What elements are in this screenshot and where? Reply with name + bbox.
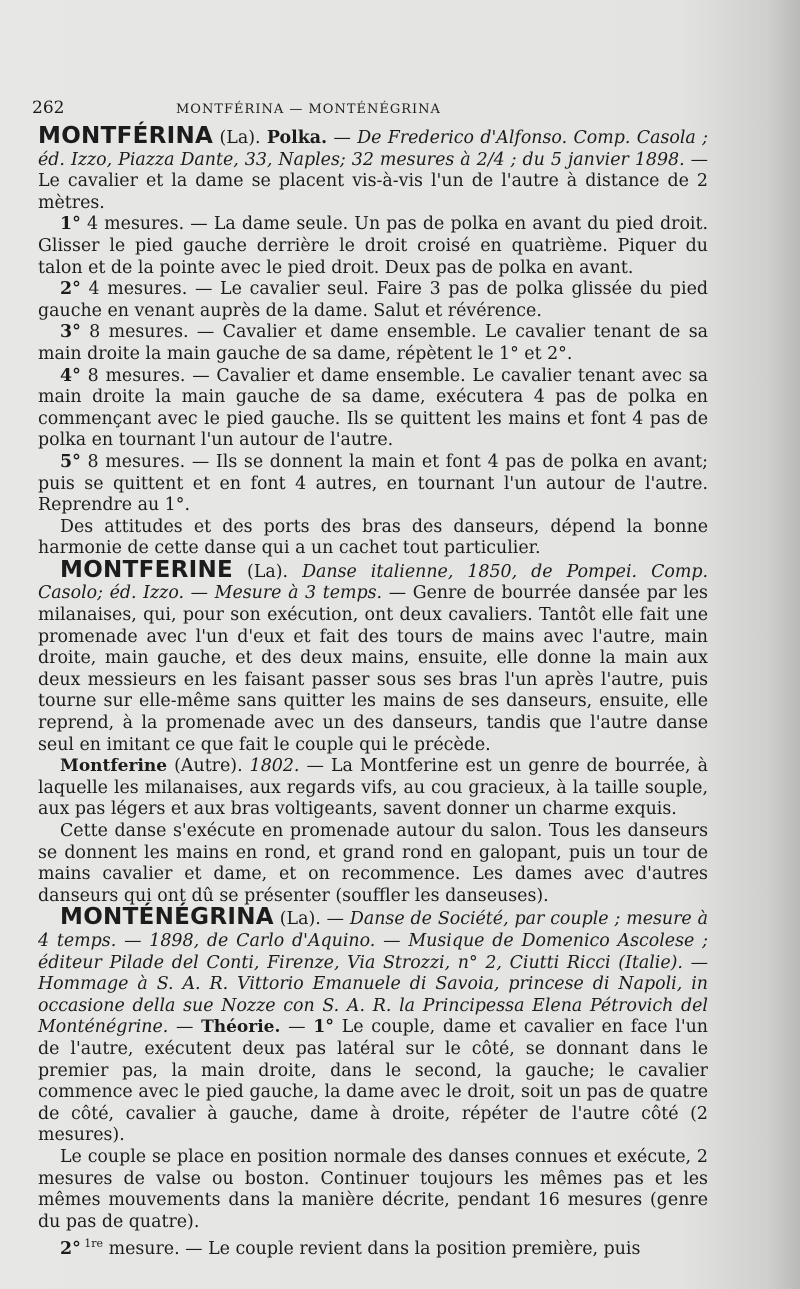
sub-entry-date: 1802. <box>249 756 300 777</box>
step-text: Le couple, dame et cavalier en face l'un de l'autre, exécutent deux pas latéral sur le côté, se donnant dans le premier pas, la main droite, dans le second, la gauche; le cavalier commence avec le pied gauche, la dame avec le droit, soit un pas de quatre de côté, cavalier à gauche, dame à droite, répéter de l'autre côté (2 mesures). <box>38 1017 709 1146</box>
step-number: 1° <box>60 214 81 235</box>
page-number: 262 <box>32 98 65 118</box>
step-number: 2° <box>60 279 81 300</box>
entry-montferine <box>38 556 708 908</box>
closing-paragraph <box>38 517 708 560</box>
step-number: 3° <box>60 322 81 343</box>
step-number: 4° <box>60 365 81 386</box>
paragraph-text: Le couple se place en position normale des danses connues et exécute, 2 mesures de valse ou boston. Continuer toujours les mêmes pas et les mêmes mouvements dans la manière décrite, pendant 16 mesures (genre du pas de quatre). <box>38 1146 708 1232</box>
entry-montferina <box>38 123 709 560</box>
entry-article: (La). <box>213 128 267 148</box>
step-paragraph <box>38 366 708 452</box>
step-text: 8 mesures. — Ils se donnent la main et font 4 pas de polka en avant; puis se quittent et en font 4 autres, en tournant l'un autour de l'autre. Reprendre au 1°. <box>38 451 708 516</box>
step-number: 1° <box>313 1017 334 1038</box>
step-text: mesure. — Le couple revient dans la position première, puis <box>103 1239 641 1260</box>
body-paragraph <box>38 821 708 907</box>
entry-lead <box>38 556 708 756</box>
step-text: 4 mesures. — La dame seule. Un pas de polka en avant du pied droit. Glisser le pied gauche derrière le droit croisé en quatrième. Piquer du talon et de la pointe avec le pied droit. Deux pas de polka en avant. <box>38 214 708 278</box>
sub-entry-article: (Autre). <box>167 756 250 777</box>
entry-article: (La). <box>233 561 303 582</box>
entry-article: (La). <box>273 909 327 930</box>
entry-genre: Polka. <box>266 128 328 148</box>
ordinal-superscript: 1re <box>84 1237 104 1251</box>
entry-credits: Danse italienne, 1850, de Pompei. Comp. Casolo; éd. Izzo. — Mesure à 3 temps. <box>38 561 708 604</box>
sub-entry <box>38 756 708 821</box>
paragraph-text: Des attitudes et des ports des bras des danseurs, dépend la bonne harmonie de cette danse qui a un cachet tout particulier. <box>38 516 708 559</box>
step-paragraph <box>38 452 708 517</box>
step-paragraph <box>38 1233 708 1260</box>
entry-credits: — Danse de Société, par couple ; mesure à 4 temps. — 1898, de Carlo d'Aquino. — Musique de Domenico Ascolese ; éditeur Pilade del Conti, Firenze, Via Strozzi, n° 2, Ciutti Ricci (Italie). — Hommage à S. A. R. Vittorio Emanuele di Savoia, princese di Napoli, in occasione della sue Nozze con S. A. R. la Principessa Elena Pétrovich del Monténégrine. <box>38 909 708 1038</box>
sub-entry-text: — La Montferine est un genre de bourrée, à laquelle les milanaises, aux regards vifs, au cou gracieux, à la taille souple, aux pas légers et aux bras voltigeants, savent donner un charme exquis. <box>38 756 708 820</box>
entry-headword: MONTÉNÉGRINA <box>60 904 274 931</box>
paragraph-text: Cette danse s'exécute en promenade autour du salon. Tous les danseurs se donnent les mains en rond, et grand rond en galopant, puis un tour de mains cavalier et dame, et on recommence. Les dames avec d'autres danseurs qui ont dû se présenter (souffler les danseuses). <box>38 821 708 906</box>
theory-label: Théorie. <box>201 1017 281 1038</box>
entry-credits: — De Frederico d'Alfonso. Comp. Casola ; éd. Izzo, Piazza Dante, 33, Naples; 32 mesures à 2/4 ; du 5 janvier 1898. <box>38 128 708 170</box>
entry-lead-text: — <box>168 1017 194 1038</box>
entry-montenegrina <box>38 904 709 1260</box>
step-number: 2° <box>60 1239 81 1260</box>
entry-headword: MONTFERINE <box>60 556 234 583</box>
theory-dash: — <box>280 1017 314 1038</box>
step-paragraph <box>38 279 708 322</box>
entry-lead <box>38 123 709 214</box>
step-text: 8 mesures. — Cavalier et dame ensemble. Le cavalier tenant de sa main droite la main gauche de sa dame, répètent le 1° et 2°. <box>38 322 708 364</box>
entry-lead-text: — Genre de bourrée dansée par les milanaises, qui, pour son exécution, ont deux cavaliers. Tantôt elle fait une promenade avec l'un d'eux et fait des tours de mains avec l'autre, main droite, main gauche, et des deux mains, ensuite, elle donne la main aux deux messieurs en les faisant passer sous ses bras l'un après l'autre, puis tourne sur elle-même sans quitter les mains de ses danseurs, ensuite, elle reprend, à la promenade avec un des danseurs, tandis que l'autre danse seul en imitant ce que fait le couple qui le précède. <box>38 583 708 755</box>
entry-headword: MONTFÉRINA <box>38 123 214 149</box>
step-paragraph <box>38 214 708 279</box>
sub-entry-headword: Montferine <box>60 756 168 777</box>
entry-lead <box>38 904 709 1147</box>
running-head: MONTFÉRINA — MONTÉNÉGRINA <box>176 102 441 117</box>
body-paragraph <box>38 1147 708 1233</box>
step-number: 5° <box>60 451 81 472</box>
entry-lead-text: — Le cavalier et la dame se placent vis-à-vis l'un de l'autre à distance de 2 mètres. <box>38 149 709 213</box>
step-text: 8 mesures. — Cavalier et dame ensemble. Le cavalier tenant avec sa main droite la main gauche de sa dame, exécutera 4 pas de polka en commençant avec le pied gauche. Ils se quittent les mains et font 4 pas de polka en tournant l'un autour de l'autre. <box>38 365 708 451</box>
step-text: 4 mesures. — Le cavalier seul. Faire 3 pas de polka glissée du pied gauche en venant auprès de la dame. Salut et révérence. <box>38 279 708 321</box>
step-paragraph <box>38 322 708 365</box>
page-header <box>32 98 708 118</box>
